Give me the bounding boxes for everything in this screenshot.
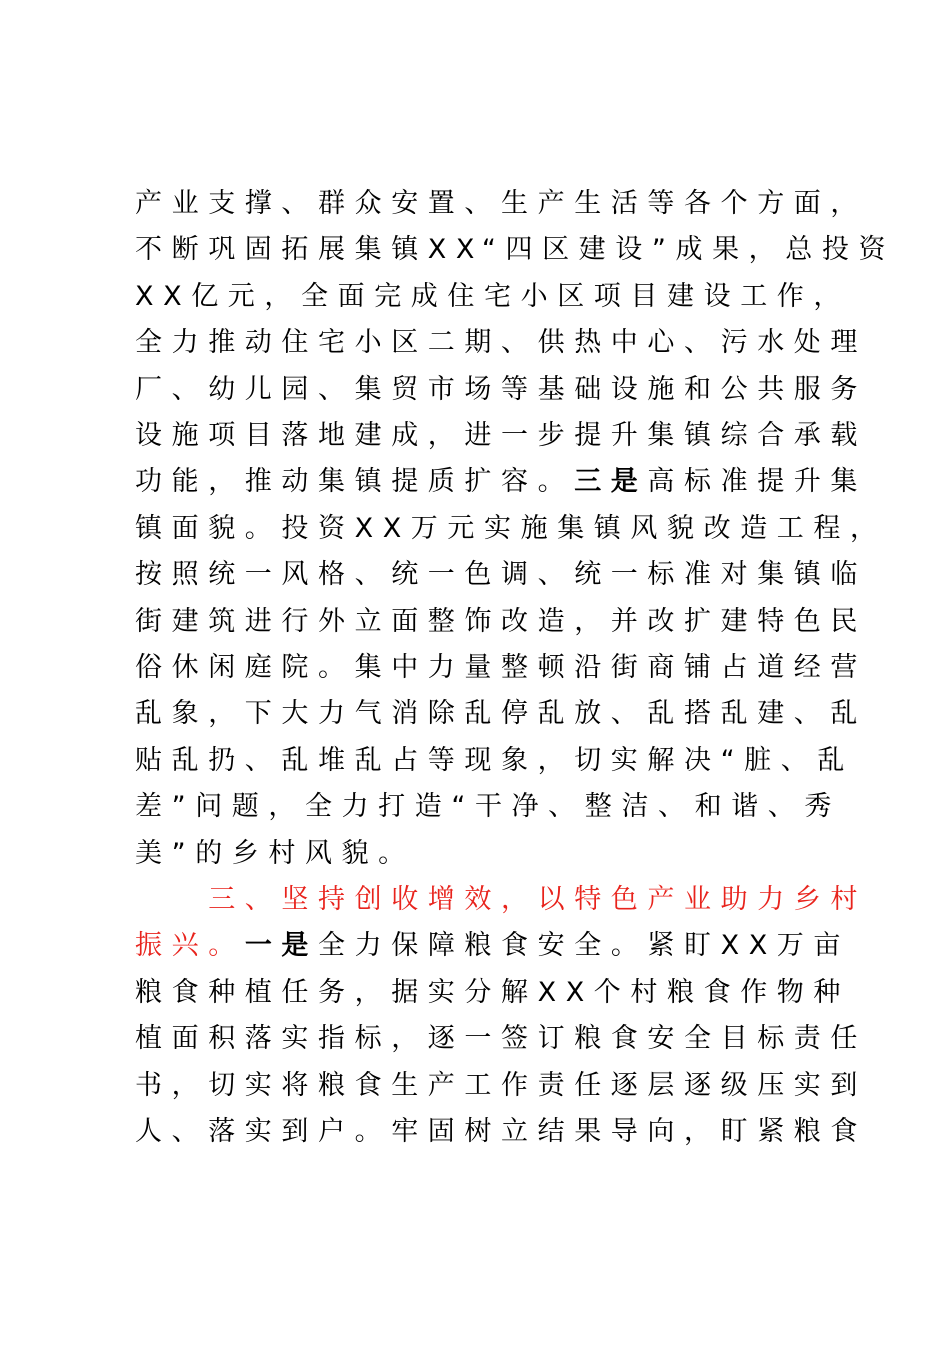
- paragraph-text: 街建筑进行外立面整饰改造，并改扩建特色民: [135, 605, 867, 637]
- text-line: [135, 413, 867, 459]
- text-line: [135, 1016, 867, 1062]
- text-line: [135, 227, 895, 273]
- emphasis-text: 三是: [574, 466, 648, 498]
- paragraph-text: 人、落实到户。牢固树立结果导向，盯紧粮食: [135, 1116, 867, 1147]
- paragraph-text: 不断巩固拓展集镇XX“四区建设”成果，总投资: [135, 234, 896, 266]
- text-line: [135, 784, 841, 830]
- text-line: [135, 320, 867, 366]
- paragraph-text: 书，切实将粮食生产工作责任逐层逐级压实到: [135, 1069, 867, 1101]
- text-line: [135, 923, 850, 969]
- paragraph-text: 美”的乡村风貌。: [135, 837, 415, 869]
- text-line: [135, 738, 854, 784]
- paragraph-text: 植面积落实指标，逐一签订粮食安全目标责任: [135, 1023, 867, 1055]
- text-line: [135, 506, 887, 552]
- paragraph-text: 按照统一风格、统一色调、统一标准对集镇临: [135, 559, 867, 591]
- emphasis-text: 一是: [244, 930, 319, 962]
- text-line: [135, 181, 867, 227]
- paragraph-text: 粮食种植任务，据实分解XX个村粮食作物种: [135, 976, 850, 1008]
- text-line: [135, 1063, 867, 1109]
- text-line: [135, 645, 867, 691]
- text-line: [135, 1109, 867, 1155]
- text-line: [135, 970, 850, 1016]
- paragraph-text: 差”问题，全力打造“干净、整洁、和谐、秀: [135, 791, 841, 823]
- text-line: [135, 459, 867, 505]
- text-line: [135, 691, 867, 737]
- text-line: [135, 367, 867, 413]
- paragraph-text: 全力保障粮食安全。紧盯XX万亩: [318, 930, 851, 962]
- paragraph-text: 俗休闲庭院。集中力量整顿沿街商铺占道经营: [135, 652, 867, 683]
- paragraph-text: 全力推动住宅小区二期、供热中心、污水处理: [135, 327, 867, 359]
- text-line: [135, 274, 850, 320]
- paragraph-text: 功能，推动集镇提质扩容。: [135, 466, 575, 498]
- paragraph-text: 镇面貌。投资XX万元实施集镇风貌改造工程，: [135, 512, 887, 544]
- section-heading-text: 三、坚持创收增效，以特色产业助力乡村: [135, 884, 867, 915]
- paragraph-text: 贴乱扔、乱堆乱占等现象，切实解决“脏、乱: [135, 744, 854, 776]
- section-heading-text: 振兴。: [135, 930, 245, 962]
- text-line: [135, 877, 867, 923]
- paragraph-text: 设施项目落地建成，进一步提升集镇综合承载: [135, 420, 867, 451]
- paragraph-text: 乱象，下大力气消除乱停乱放、乱搭乱建、乱: [135, 698, 867, 730]
- text-line: [135, 831, 415, 877]
- paragraph-text: 产业支撑、群众安置、生产生活等各个方面，: [135, 188, 867, 219]
- paragraph-text: 高标准提升集: [647, 466, 868, 498]
- paragraph-text: 厂、幼儿园、集贸市场等基础设施和公共服务: [135, 373, 867, 405]
- text-line: [135, 552, 867, 598]
- paragraph-text: XX亿元，全面完成住宅小区项目建设工作，: [135, 280, 850, 312]
- text-line: [135, 599, 867, 645]
